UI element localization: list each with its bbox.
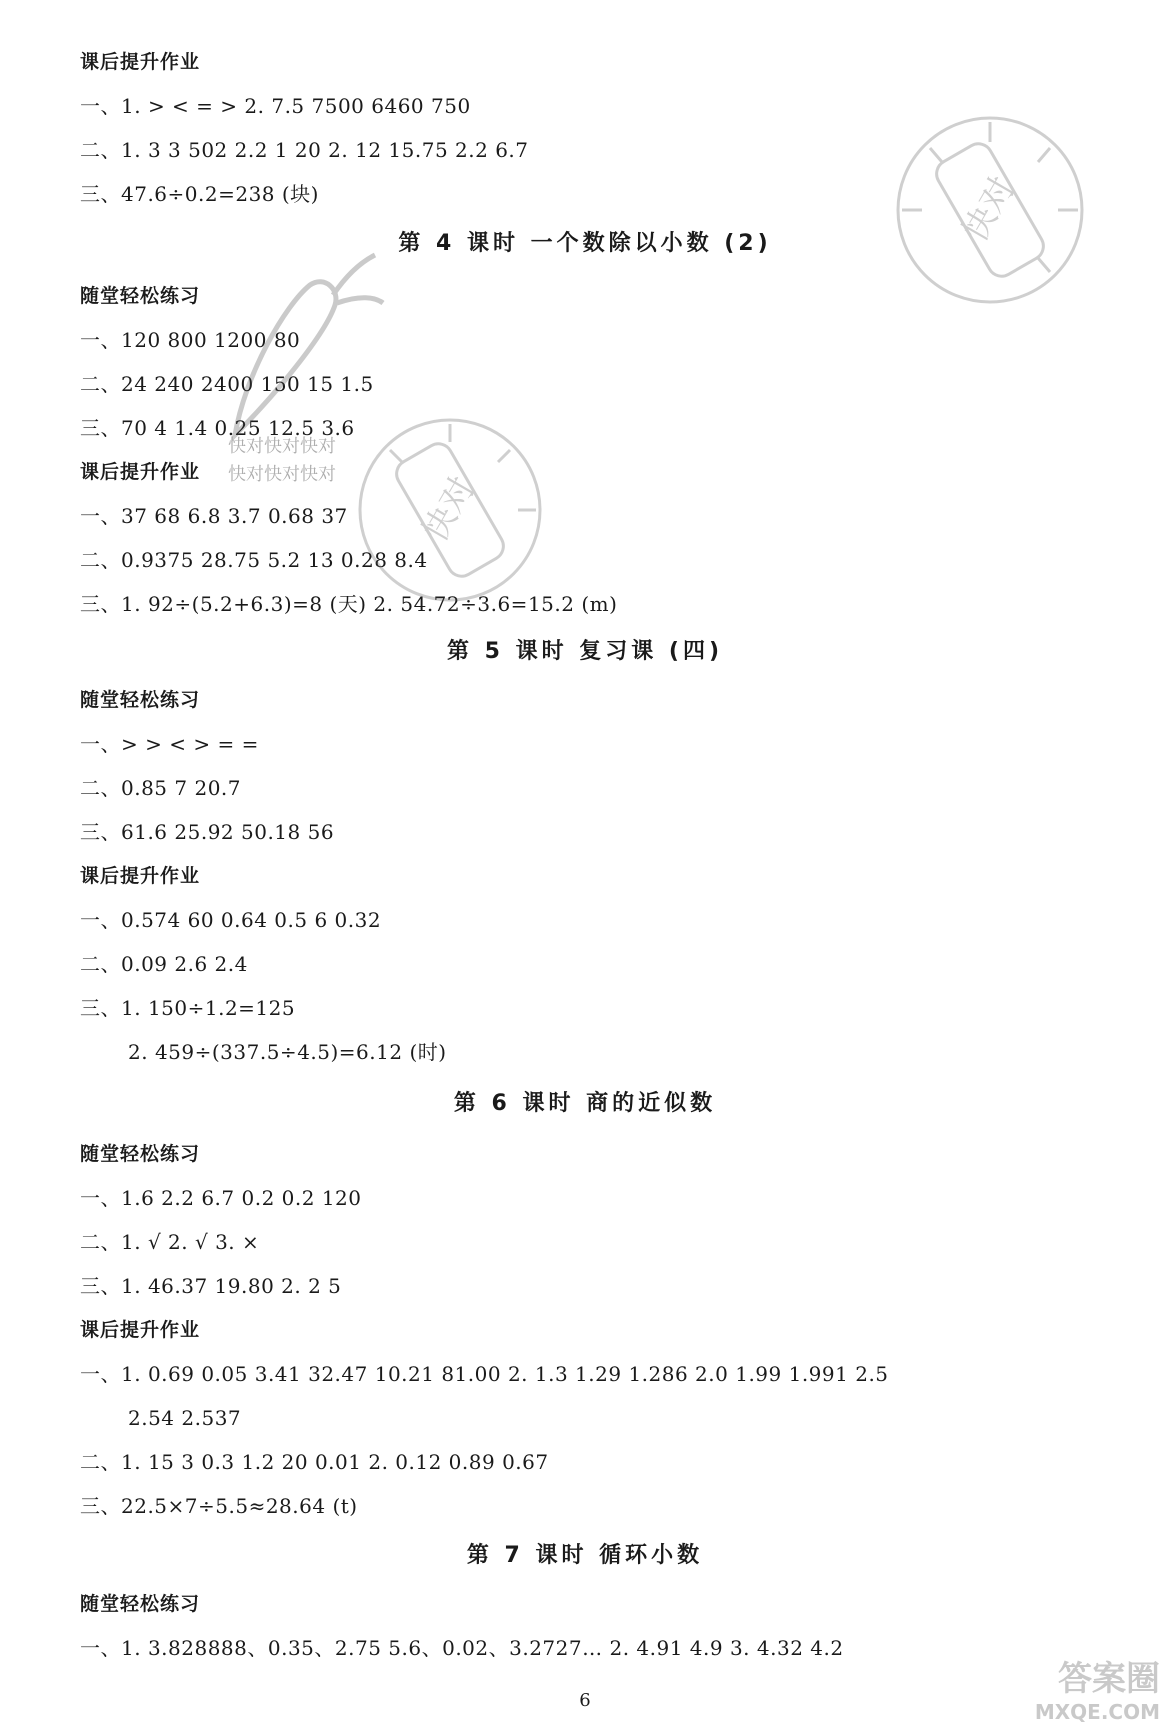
subsection-heading: 随堂轻松练习 bbox=[80, 1593, 201, 1615]
answer-line: 一、120 800 1200 80 bbox=[80, 328, 301, 352]
stamp-text: 快对 bbox=[954, 170, 1024, 249]
stamp-text-center: 快对 bbox=[414, 470, 484, 549]
site-logo-text: 答案圈 bbox=[1058, 1659, 1160, 1699]
answer-line: 三、70 4 1.4 0.25 12.5 3.6 bbox=[80, 416, 355, 440]
answer-line: 一、1.6 2.2 6.7 0.2 0.2 120 bbox=[80, 1186, 362, 1210]
answer-line: 二、24 240 2400 150 15 1.5 bbox=[80, 372, 374, 396]
section-title: 第 7 课时 循环小数 bbox=[466, 1543, 704, 1568]
kuaidui-stamp-watermark bbox=[890, 110, 1090, 310]
answer-line: 二、1. 3 3 502 2.2 1 20 2. 12 15.75 2.2 6.7 bbox=[80, 138, 529, 162]
watermark-overlay-line-2: 快对快对快对 bbox=[228, 464, 336, 485]
answer-line: 2.54 2.537 bbox=[128, 1406, 242, 1430]
subsection-heading: 课后提升作业 bbox=[80, 461, 201, 483]
answer-line: 三、1. 92÷(5.2+6.3)=8 (天) 2. 54.72÷3.6=15.2 (m) bbox=[80, 592, 618, 616]
carrot-watermark bbox=[215, 245, 385, 445]
answer-line: 二、0.85 7 20.7 bbox=[80, 776, 242, 800]
section-title: 第 6 课时 商的近似数 bbox=[453, 1091, 717, 1116]
answer-line: 三、1. 46.37 19.80 2. 2 5 bbox=[80, 1274, 342, 1298]
answer-line: 一、37 68 6.8 3.7 0.68 37 bbox=[80, 504, 348, 528]
answer-line: 二、0.09 2.6 2.4 bbox=[80, 952, 248, 976]
answer-line: 一、> > < > = = bbox=[80, 732, 259, 756]
answer-line: 三、1. 150÷1.2=125 bbox=[80, 996, 296, 1020]
subsection-heading: 随堂轻松练习 bbox=[80, 285, 201, 307]
site-logo-url: MXQE.COM bbox=[1034, 1700, 1160, 1724]
answer-line: 三、61.6 25.92 50.18 56 bbox=[80, 820, 335, 844]
watermark-overlay-line-1: 快对快对快对 bbox=[228, 436, 336, 457]
subsection-heading: 课后提升作业 bbox=[80, 51, 201, 73]
answer-line: 一、0.574 60 0.64 0.5 6 0.32 bbox=[80, 908, 382, 932]
answer-line: 一、1. > < = > 2. 7.5 7500 6460 750 bbox=[80, 94, 471, 118]
page-number: 6 bbox=[579, 1690, 591, 1711]
section-title: 第 4 课时 一个数除以小数 (2) bbox=[398, 231, 772, 256]
answer-line: 一、1. 3.828888、0.35、2.75 5.6、0.02、3.2727… 2. 4.91 4.9 3. 4.32 4.2 bbox=[80, 1636, 844, 1660]
answer-line: 二、1. 15 3 0.3 1.2 20 0.01 2. 0.12 0.89 0.67 bbox=[80, 1450, 549, 1474]
answer-line: 二、1. √ 2. √ 3. × bbox=[80, 1230, 260, 1254]
subsection-heading: 课后提升作业 bbox=[80, 1319, 201, 1341]
answer-line: 2. 459÷(337.5÷4.5)=6.12 (时) bbox=[128, 1040, 447, 1064]
site-logo-watermark bbox=[1035, 1651, 1160, 1724]
answer-line: 三、22.5×7÷5.5≈28.64 (t) bbox=[80, 1494, 358, 1518]
answer-line: 二、0.9375 28.75 5.2 13 0.28 8.4 bbox=[80, 548, 428, 572]
section-title: 第 5 课时 复习课 (四) bbox=[446, 639, 724, 664]
subsection-heading: 随堂轻松练习 bbox=[80, 1143, 201, 1165]
subsection-heading: 课后提升作业 bbox=[80, 865, 201, 887]
subsection-heading: 随堂轻松练习 bbox=[80, 689, 201, 711]
answer-line: 一、1. 0.69 0.05 3.41 32.47 10.21 81.00 2. 1.3 1.29 1.286 2.0 1.99 1.991 2.5 bbox=[80, 1362, 889, 1386]
answer-line: 三、47.6÷0.2=238 (块) bbox=[80, 182, 319, 206]
